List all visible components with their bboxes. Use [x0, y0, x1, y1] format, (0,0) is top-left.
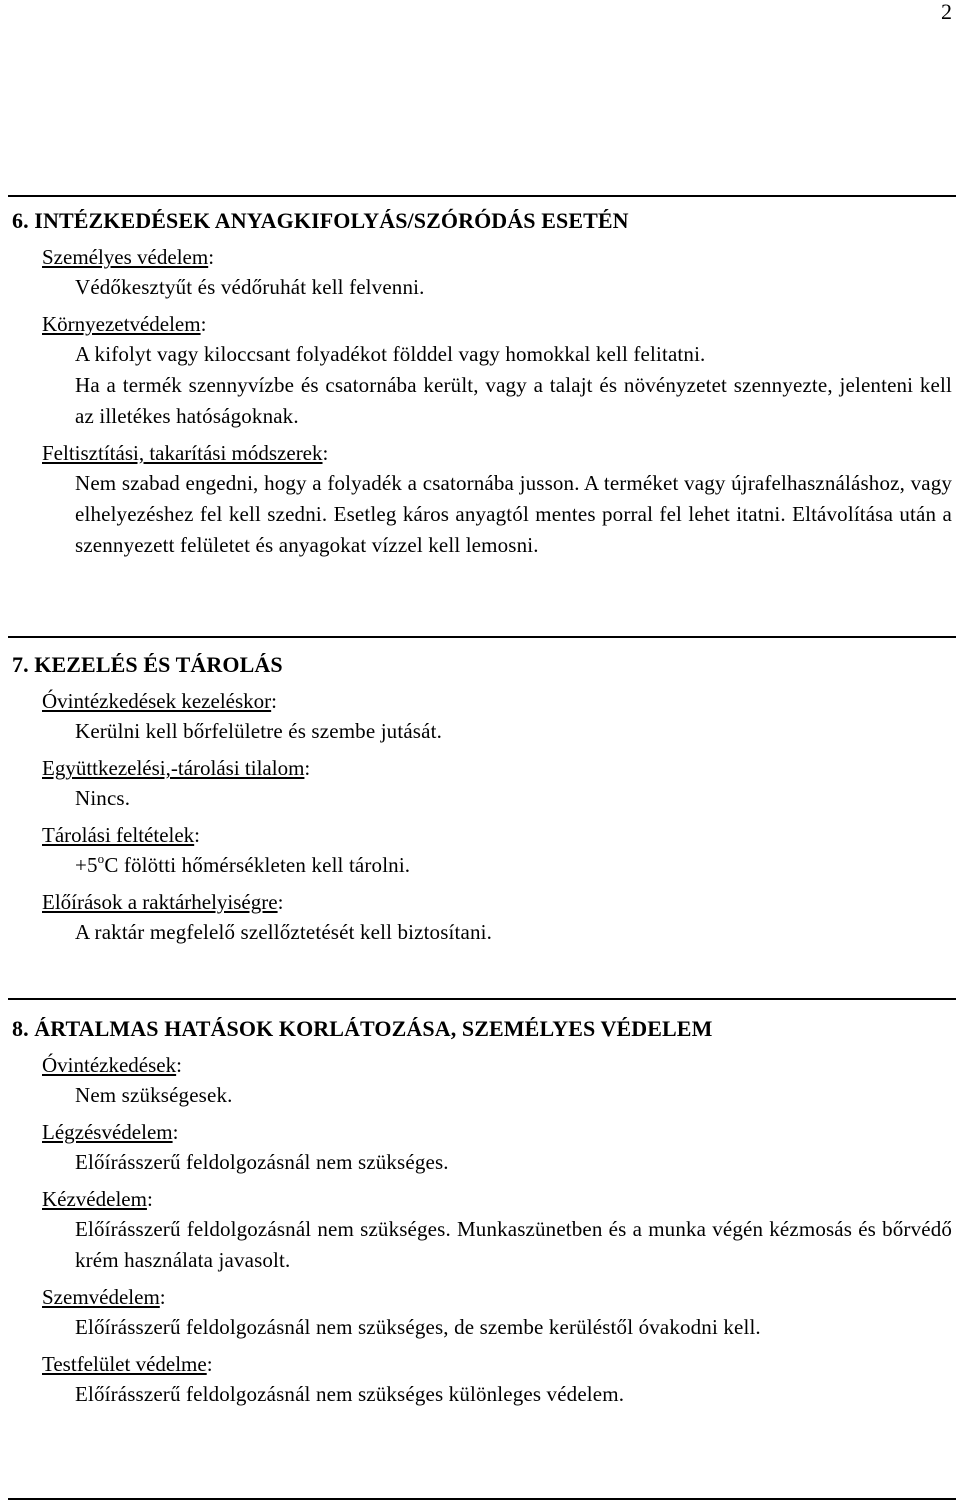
field-label: Együttkezelési,-tárolási tilalom: [42, 756, 311, 780]
section-7 [8, 650, 952, 948]
field-text: Kerülni kell bőrfelületre és szembe jutását. [75, 719, 442, 743]
field-text: Nem szükségesek. [75, 1083, 233, 1107]
field-label: Előírások a raktárhelyiségre: [42, 890, 284, 914]
field-label: Feltisztítási, takarítási módszerek: [42, 441, 329, 465]
section-6 [8, 206, 952, 561]
field-text: Előírásszerű feldolgozásnál nem szükséges. Munkaszünetben és a munka végén kézmosás és bőrvédő krém használata javasolt. [75, 1217, 952, 1272]
section-divider [8, 998, 956, 1000]
field-text: Nem szabad engedni, hogy a folyadék a csatornába jusson. A terméket vagy újrafelhasználáshoz, vagy elhelyezéshez fel kell szedni. Esetleg káros anyagtól mentes porral fel lehet itatni. Eltávolítása után a szennyezett felületet és anyagokat vízzel kell lemosni. [75, 471, 952, 557]
field-label: Személyes védelem: [42, 245, 215, 269]
field-text: Előírásszerű feldolgozásnál nem szükséges különleges védelem. [75, 1382, 625, 1406]
field-text: Előírásszerű feldolgozásnál nem szükséges, de szembe kerüléstől óvakodni kell. [75, 1315, 761, 1339]
field-text: A kifolyt vagy kiloccsant folyadékot földdel vagy homokkal kell felitatni. Ha a termék szennyvízbe és csatornába került, vagy a talajt és növényzetet szennyezte, jelenteni kell az illetékes hatóságoknak. [75, 342, 952, 428]
field-label: Testfelület védelme: [42, 1352, 213, 1376]
page-number: 2 [941, 0, 952, 24]
field-label: Tárolási feltételek: [42, 823, 201, 847]
section-8 [8, 1014, 952, 1410]
field-label: Szemvédelem: [42, 1285, 166, 1309]
section-divider [8, 1498, 956, 1500]
field-text: Előírásszerű feldolgozásnál nem szükséges. [75, 1150, 449, 1174]
section-title: 7. KEZELÉS ÉS TÁROLÁS [12, 652, 283, 677]
section-title: 8. ÁRTALMAS HATÁSOK KORLÁTOZÁSA, SZEMÉLYES VÉDELEM [12, 1016, 713, 1041]
section-divider [8, 195, 956, 197]
field-text: Nincs. [75, 786, 131, 810]
field-label: Óvintézkedések: [42, 1053, 182, 1077]
field-label: Kézvédelem: [42, 1187, 153, 1211]
field-label: Légzésvédelem: [42, 1120, 179, 1144]
section-title: 6. INTÉZKEDÉSEK ANYAGKIFOLYÁS/SZÓRÓDÁS ESETÉN [12, 208, 629, 233]
field-text: Védőkesztyűt és védőruhát kell felvenni. [75, 275, 425, 299]
field-label: Óvintézkedések kezeléskor: [42, 689, 277, 713]
field-label: Környezetvédelem: [42, 312, 207, 336]
section-divider [8, 636, 956, 638]
field-text: $+5^oC$ fölötti hőmérsékleten kell tárolni. [75, 851, 411, 877]
field-text: A raktár megfelelő szellőztetését kell biztosítani. [75, 920, 492, 944]
